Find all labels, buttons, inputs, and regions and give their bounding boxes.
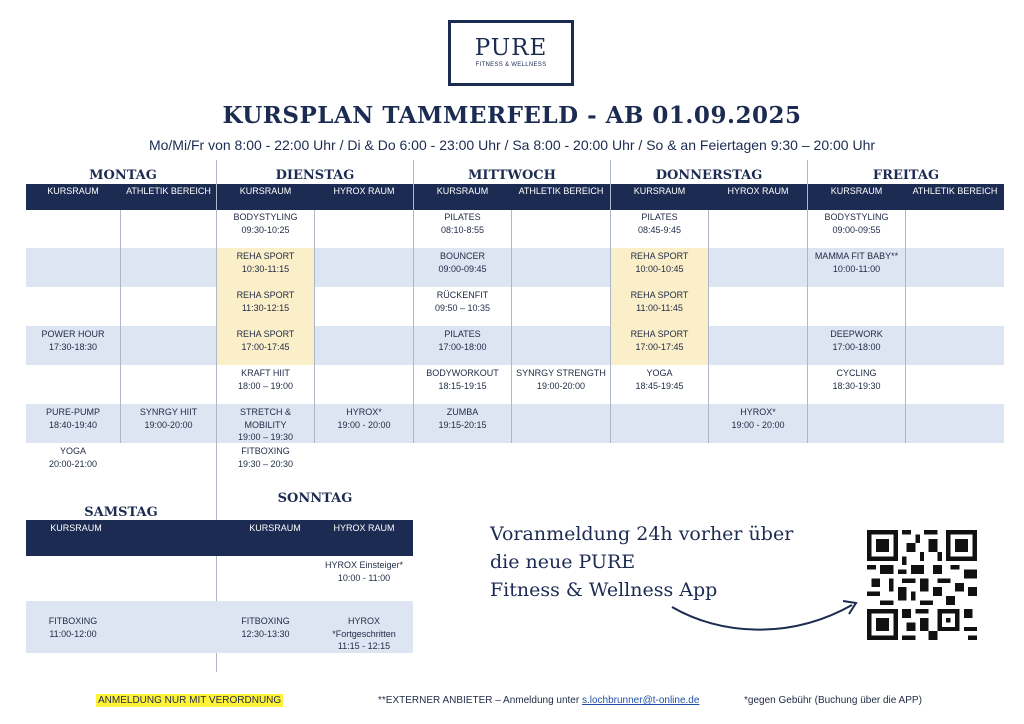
day-mittwoch: MITTWOCH (468, 168, 556, 183)
arrow-icon (660, 595, 870, 645)
class-entry: FITBOXING 11:00-12:00 (48, 616, 98, 639)
day-sonntag: SONNTAG (277, 491, 353, 506)
class-entry: MAMMA FIT BABY** 10:00-11:00 (814, 251, 899, 274)
class-entry: SYNRGY STRENGTH 19:00-20:00 (516, 368, 606, 391)
footer-referral-note: ANMELDUNG NUR MIT VERORDNUNG (98, 695, 282, 706)
col-header-kursraum: KURSRAUM (436, 186, 489, 196)
footer-fee-note: *gegen Gebühr (Buchung über die APP) (744, 695, 922, 706)
col-header-hyrox: HYROX RAUM (727, 186, 789, 196)
class-entry: KRAFT HIIT 18:00 – 19:00 (237, 368, 294, 391)
day-samstag: SAMSTAG (84, 505, 158, 520)
class-entry: REHA SPORT 17:00-17:45 (630, 329, 689, 352)
class-entry: YOGA 18:45-19:45 (635, 368, 684, 391)
logo-brand: PURE (474, 35, 548, 61)
col-header-kursraum: KURSRAUM (830, 186, 883, 196)
col-header-hyrox: HYROX RAUM (333, 523, 395, 533)
class-entry: FITBOXING 19:30 – 20:30 (237, 446, 294, 469)
class-entry: BODYSTYLING 09:00-09:55 (824, 212, 889, 235)
qr-code-icon[interactable] (866, 530, 978, 640)
class-entry: PILATES 08:10-8:55 (440, 212, 485, 235)
class-entry: REHA SPORT 11:00-11:45 (630, 290, 689, 313)
day-freitag: FREITAG (872, 168, 940, 183)
app-promo-text: Voranmeldung 24h vorher über die neue PURE Fitness & Wellness App (490, 523, 794, 601)
class-entry: CYCLING 18:30-19:30 (832, 368, 881, 391)
class-entry: ZUMBA 19:15-20:15 (438, 407, 487, 430)
class-entry: BODYSTYLING 09:30-10:25 (233, 212, 298, 235)
class-entry: REHA SPORT 10:00-10:45 (630, 251, 689, 274)
logo-subtitle: FITNESS & WELLNESS (475, 62, 547, 68)
class-entry: HYROX* 19:00 - 20:00 (731, 407, 785, 430)
col-header-athletik: ATHLETIK BEREICH (126, 186, 211, 196)
col-header-kursraum: KURSRAUM (47, 186, 99, 196)
divider (511, 210, 512, 443)
class-entry: REHA SPORT 10:30-11:15 (236, 251, 295, 274)
col-header-kursraum: KURSRAUM (249, 523, 301, 533)
class-entry: DEEPWORK 17:00-18:00 (830, 329, 883, 352)
class-entry: HYROX Einsteiger* 10:00 - 11:00 (324, 560, 404, 583)
class-entry: PILATES 08:45-9:45 (637, 212, 682, 235)
class-entry: RÜCKENFIT 09:50 – 10:35 (434, 290, 491, 313)
class-entry: POWER HOUR 17:30-18:30 (41, 329, 105, 352)
col-header-athletik: ATHLETIK BEREICH (912, 186, 998, 196)
opening-hours: Mo/Mi/Fr von 8:00 - 22:00 Uhr / Di & Do 6:00 - 23:00 Uhr / Sa 8:00 - 20:00 Uhr / So & an Feiertagen 9:30 – 20:00 Uhr (148, 137, 876, 153)
day-donnerstag: DONNERSTAG (655, 168, 763, 183)
col-header-kursraum: KURSRAUM (50, 523, 102, 533)
divider (807, 160, 808, 443)
class-entry: YOGA 20:00-21:00 (48, 446, 98, 469)
class-entry: REHA SPORT 17:00-17:45 (236, 329, 295, 352)
footer-external-provider: **EXTERNER ANBIETER – Anmeldung unter s.lochbrunner@t-online.de (378, 695, 700, 706)
col-header-hyrox: HYROX RAUM (333, 186, 395, 196)
class-entry: FITBOXING 12:30-13:30 (241, 616, 290, 639)
email-link[interactable]: s.lochbrunner@t-online.de (581, 695, 700, 706)
class-entry: STRETCH & MOBILITY 19:00 – 19:30 (237, 407, 294, 442)
divider (905, 210, 906, 443)
class-entry: SYNRGY HIIT 19:00-20:00 (139, 407, 198, 430)
page-title: KURSPLAN TAMMERFELD - AB 01.09.2025 (222, 102, 802, 129)
class-entry: BOUNCER 09:00-09:45 (438, 251, 487, 274)
class-entry: PILATES 17:00-18:00 (438, 329, 487, 352)
col-header-kursraum: KURSRAUM (633, 186, 686, 196)
col-header-kursraum: KURSRAUM (239, 186, 292, 196)
class-entry: HYROX *Fortgeschritten 11:15 - 12:15 (332, 616, 396, 651)
day-montag: MONTAG (89, 168, 157, 183)
col-header-athletik: ATHLETIK BEREICH (518, 186, 604, 196)
class-entry: BODYWORKOUT 18:15-19:15 (426, 368, 499, 391)
class-entry: PURE-PUMP 18:40-19:40 (45, 407, 100, 430)
logo (448, 20, 574, 86)
class-entry: HYROX* 19:00 - 20:00 (337, 407, 391, 430)
class-entry: REHA SPORT 11:30-12:15 (236, 290, 295, 313)
day-dienstag: DIENSTAG (275, 168, 355, 183)
